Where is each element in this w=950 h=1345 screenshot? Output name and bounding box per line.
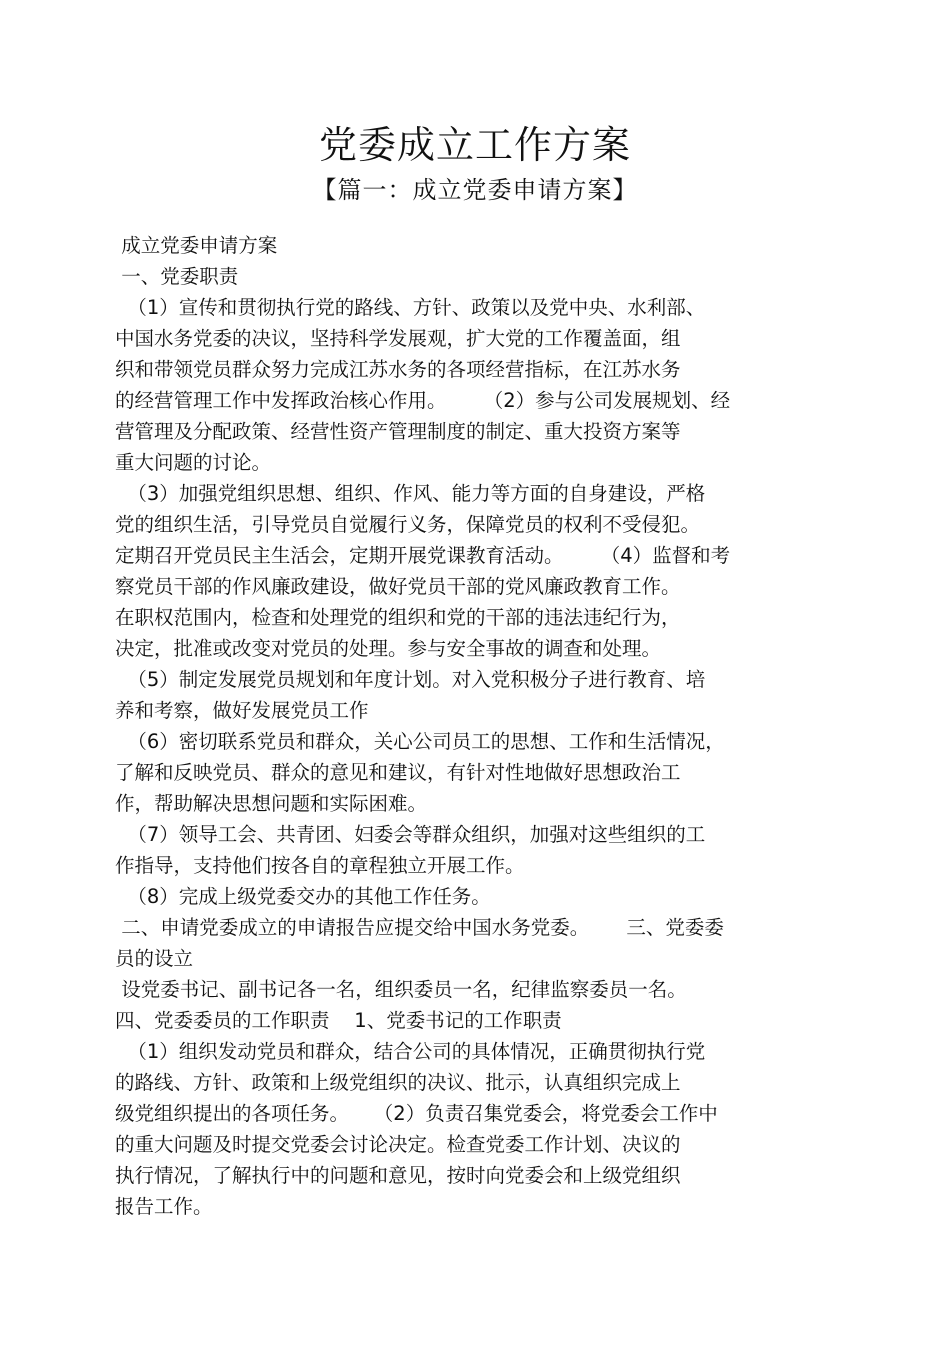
body-line: 员的设立 (115, 947, 194, 970)
body-line: 的经营管理工作中发挥政治核心作用。 （2）参与公司发展规划、经 (115, 389, 731, 412)
body-line: 察党员干部的作风廉政建设，做好党员干部的党风廉政教育工作。 (115, 575, 681, 598)
body-line: 了解和反映党员、群众的意见和建议，有针对性地做好思想政治工 (115, 761, 681, 784)
document-body (115, 230, 835, 1222)
document-subtitle: 【篇一：成立党委申请方案】 (312, 176, 638, 204)
body-line: 在职权范围内，检查和处理党的组织和党的干部的违法违纪行为， (115, 606, 681, 629)
body-line: 成立党委申请方案 (115, 234, 278, 257)
body-line: 的重大问题及时提交党委会讨论决定。检查党委工作计划、决议的 (115, 1133, 681, 1156)
body-line: 作，帮助解决思想问题和实际困难。 (115, 792, 428, 815)
body-line: 养和考察，做好发展党员工作 (115, 699, 369, 722)
body-line: （8）完成上级党委交办的其他工作任务。 (115, 885, 491, 908)
body-line: （1）组织发动党员和群众，结合公司的具体情况，正确贯彻执行党 (115, 1040, 706, 1063)
body-line: 营管理及分配政策、经营性资产管理制度的制定、重大投资方案等 (115, 420, 681, 443)
body-line: 重大问题的讨论。 (115, 451, 272, 474)
body-line: （1）宣传和贯彻执行党的路线、方针、政策以及党中央、水利部、 (115, 296, 706, 319)
body-line: 报告工作。 (115, 1195, 213, 1218)
body-line: 织和带领党员群众努力完成江苏水务的各项经营指标，在江苏水务 (115, 358, 681, 381)
body-line: 二、申请党委成立的申请报告应提交给中国水务党委。 三、党委委 (115, 916, 724, 939)
body-line: 四、党委委员的工作职责 1、党委书记的工作职责 (115, 1009, 562, 1032)
body-line: 的路线、方针、政策和上级党组织的决议、批示，认真组织完成上 (115, 1071, 681, 1094)
body-line: （7）领导工会、共青团、妇委会等群众组织，加强对这些组织的工 (115, 823, 706, 846)
body-line: 一、党委职责 (115, 265, 239, 288)
body-line: 中国水务党委的决议，坚持科学发展观，扩大党的工作覆盖面，组 (115, 327, 681, 350)
document-title: 党委成立工作方案 (318, 123, 631, 167)
body-line: （6）密切联系党员和群众，关心公司员工的思想、工作和生活情况， (115, 730, 725, 753)
body-line: 执行情况，了解执行中的问题和意见，按时向党委会和上级党组织 (115, 1164, 681, 1187)
body-line: 定期召开党员民主生活会，定期开展党课教育活动。 （4）监督和考 (115, 544, 731, 567)
body-line: 党的组织生活，引导党员自觉履行义务，保障党员的权利不受侵犯。 (115, 513, 701, 536)
body-line: 作指导，支持他们按各自的章程独立开展工作。 (115, 854, 525, 877)
body-line: 决定，批准或改变对党员的处理。参与安全事故的调查和处理。 (115, 637, 662, 660)
body-line: （3）加强党组织思想、组织、作风、能力等方面的自身建设，严格 (115, 482, 706, 505)
body-line: （5）制定发展党员规划和年度计划。对入党积极分子进行教育、培 (115, 668, 706, 691)
body-line: 设党委书记、副书记各一名，组织委员一名，纪律监察委员一名。 (115, 978, 687, 1001)
body-line: 级党组织提出的各项任务。 （2）负责召集党委会，将党委会工作中 (115, 1102, 718, 1125)
